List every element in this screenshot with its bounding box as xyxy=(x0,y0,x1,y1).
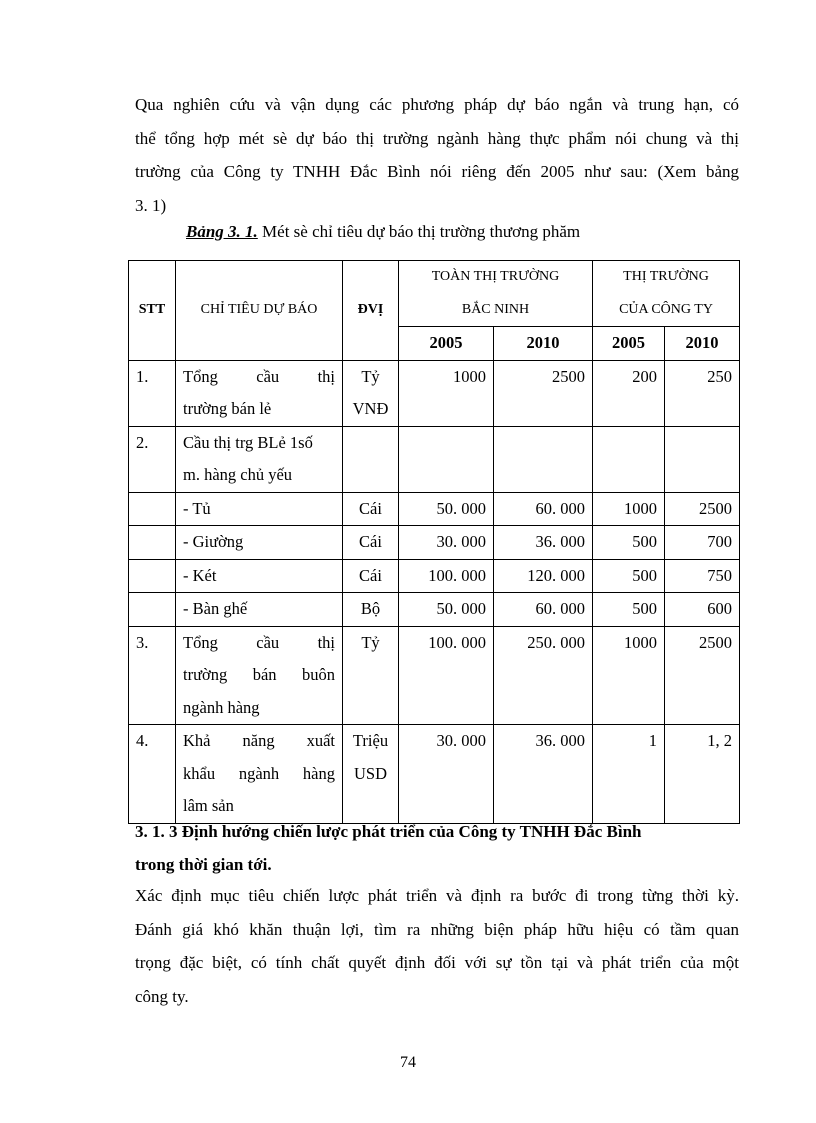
row-value: 30. 000 xyxy=(399,526,494,560)
unit-line: Tỷ xyxy=(361,366,380,386)
row-value: 250. 000 xyxy=(494,626,593,725)
row-value: 100. 000 xyxy=(399,559,494,593)
row-stt: 2. xyxy=(129,426,176,492)
row-value: 700 xyxy=(665,526,740,560)
row-value: 1000 xyxy=(593,492,665,526)
section-heading xyxy=(135,815,739,881)
row-value: 100. 000 xyxy=(399,626,494,725)
indicator-line: lâm sản xyxy=(183,796,234,815)
row-indicator: - Két xyxy=(176,559,343,593)
table-row xyxy=(129,593,740,627)
header-year: 2005 xyxy=(593,327,665,361)
row-value: 750 xyxy=(665,559,740,593)
row-value: 250 xyxy=(665,360,740,426)
table-caption xyxy=(186,222,580,242)
strategy-line: Xác định mục tiêu chiến lược phát triển và định ra bước đi trong từng thời kỳ. xyxy=(135,886,739,905)
indicator-line: Khả năng xuất xyxy=(183,731,335,750)
row-value: 2500 xyxy=(665,626,740,725)
intro-paragraph xyxy=(135,88,739,222)
intro-line: 3. 1) xyxy=(135,195,167,215)
row-value: 60. 000 xyxy=(494,593,593,627)
row-indicator: - Giường xyxy=(176,526,343,560)
header-bac-ninh-market xyxy=(399,261,593,327)
table-row xyxy=(129,626,740,725)
header-bac-ninh-line2: BẮC NINH xyxy=(461,301,530,317)
row-value: 500 xyxy=(593,526,665,560)
row-value: 36. 000 xyxy=(494,526,593,560)
indicator-line: trường bán lẻ xyxy=(183,399,272,418)
row-value: 600 xyxy=(665,593,740,627)
row-unit: Cái xyxy=(343,492,399,526)
table-row xyxy=(129,492,740,526)
indicator-line: Cầu thị trg BLẻ 1số xyxy=(183,432,313,452)
row-value: 1 xyxy=(593,725,665,824)
table-row xyxy=(129,526,740,560)
row-value: 2500 xyxy=(494,360,593,426)
row-value: 50. 000 xyxy=(399,593,494,627)
row-unit: Bộ xyxy=(343,593,399,627)
header-year: 2005 xyxy=(399,327,494,361)
row-unit: Cái xyxy=(343,559,399,593)
table-row xyxy=(129,426,740,492)
row-indicator: - Tủ xyxy=(176,492,343,526)
intro-line: trường của Công ty TNHH Đắc Bình nói riêng đến 2005 như sau: (Xem bảng xyxy=(135,162,739,181)
row-value: 120. 000 xyxy=(494,559,593,593)
header-stt: STT xyxy=(129,261,176,361)
row-value: 50. 000 xyxy=(399,492,494,526)
section-heading-line: trong thời gian tới. xyxy=(135,855,272,874)
table-row xyxy=(129,725,740,824)
header-company-market xyxy=(593,261,740,327)
row-indicator xyxy=(176,426,343,492)
header-unit: ĐVỊ xyxy=(343,261,399,361)
row-value: 200 xyxy=(593,360,665,426)
indicator-line: ngành hàng xyxy=(183,697,260,717)
indicator-line: m. hàng chủ yếu xyxy=(183,465,293,484)
row-stt xyxy=(129,559,176,593)
intro-line: thể tổng hợp mét sè dự báo thị trường ngành hàng thực phẩm nói chung và thị xyxy=(135,128,739,148)
row-stt xyxy=(129,492,176,526)
row-stt: 3. xyxy=(129,626,176,725)
row-value: 1000 xyxy=(593,626,665,725)
forecast-table xyxy=(128,260,740,824)
header-year: 2010 xyxy=(665,327,740,361)
unit-line: Triệu xyxy=(352,731,389,750)
row-indicator xyxy=(176,626,343,725)
header-bac-ninh-line1: TOÀN THỊ TRƯỜNG xyxy=(431,269,560,284)
row-stt xyxy=(129,593,176,627)
row-indicator xyxy=(176,360,343,426)
table-row xyxy=(129,559,740,593)
header-indicator: CHỈ TIÊU DỰ BÁO xyxy=(176,261,343,361)
row-indicator: - Bàn ghế xyxy=(176,593,343,627)
row-stt: 1. xyxy=(129,360,176,426)
row-value: 60. 000 xyxy=(494,492,593,526)
row-value: 1, 2 xyxy=(665,725,740,824)
indicator-line: Tổng cầu thị xyxy=(183,632,335,652)
row-indicator xyxy=(176,725,343,824)
row-value xyxy=(593,426,665,492)
header-company-line1: THỊ TRƯỜNG xyxy=(623,269,709,284)
header-year: 2010 xyxy=(494,327,593,361)
strategy-line: Đánh giá khó khăn thuận lợi, tìm ra những biện pháp hữu hiệu có tầm quan xyxy=(135,919,739,939)
strategy-line: trọng đặc biệt, có tính chất quyết định đối với sự tồn tại và phát triển của một xyxy=(135,953,739,972)
row-value: 1000 xyxy=(399,360,494,426)
strategy-line: công ty. xyxy=(135,986,189,1006)
row-unit xyxy=(343,725,399,824)
row-value: 2500 xyxy=(665,492,740,526)
unit-line: VNĐ xyxy=(352,399,389,418)
row-value: 500 xyxy=(593,559,665,593)
intro-line: Qua nghiên cứu và vận dụng các phương pháp dự báo ngắn và trung hạn, có xyxy=(135,95,739,114)
indicator-line: khẩu ngành hàng xyxy=(183,763,335,783)
indicator-line: trường bán buôn xyxy=(183,665,335,684)
row-unit: Cái xyxy=(343,526,399,560)
row-unit xyxy=(343,426,399,492)
table-caption-text: Mét sè chỉ tiêu dự báo thị trường thương phăm xyxy=(257,222,581,241)
indicator-line: Tổng cầu thị xyxy=(183,366,335,386)
table-header-row xyxy=(129,261,740,327)
row-unit: Tỷ xyxy=(343,626,399,725)
row-value: 36. 000 xyxy=(494,725,593,824)
page-number: 74 xyxy=(400,1054,416,1071)
header-company-line2: CỦA CÔNG TY xyxy=(619,301,713,317)
table-row xyxy=(129,360,740,426)
unit-line: USD xyxy=(353,763,387,783)
section-heading-line: 3. 1. 3 Định hướng chiến lược phát triển của Công ty TNHH Đắc Bình xyxy=(135,822,642,841)
row-value xyxy=(494,426,593,492)
row-value xyxy=(399,426,494,492)
row-unit xyxy=(343,360,399,426)
table-caption-label: Bảng 3. 1. xyxy=(186,222,258,241)
row-value: 500 xyxy=(593,593,665,627)
row-stt xyxy=(129,526,176,560)
row-value: 30. 000 xyxy=(399,725,494,824)
row-value xyxy=(665,426,740,492)
row-stt: 4. xyxy=(129,725,176,824)
strategy-paragraph xyxy=(135,879,739,1013)
